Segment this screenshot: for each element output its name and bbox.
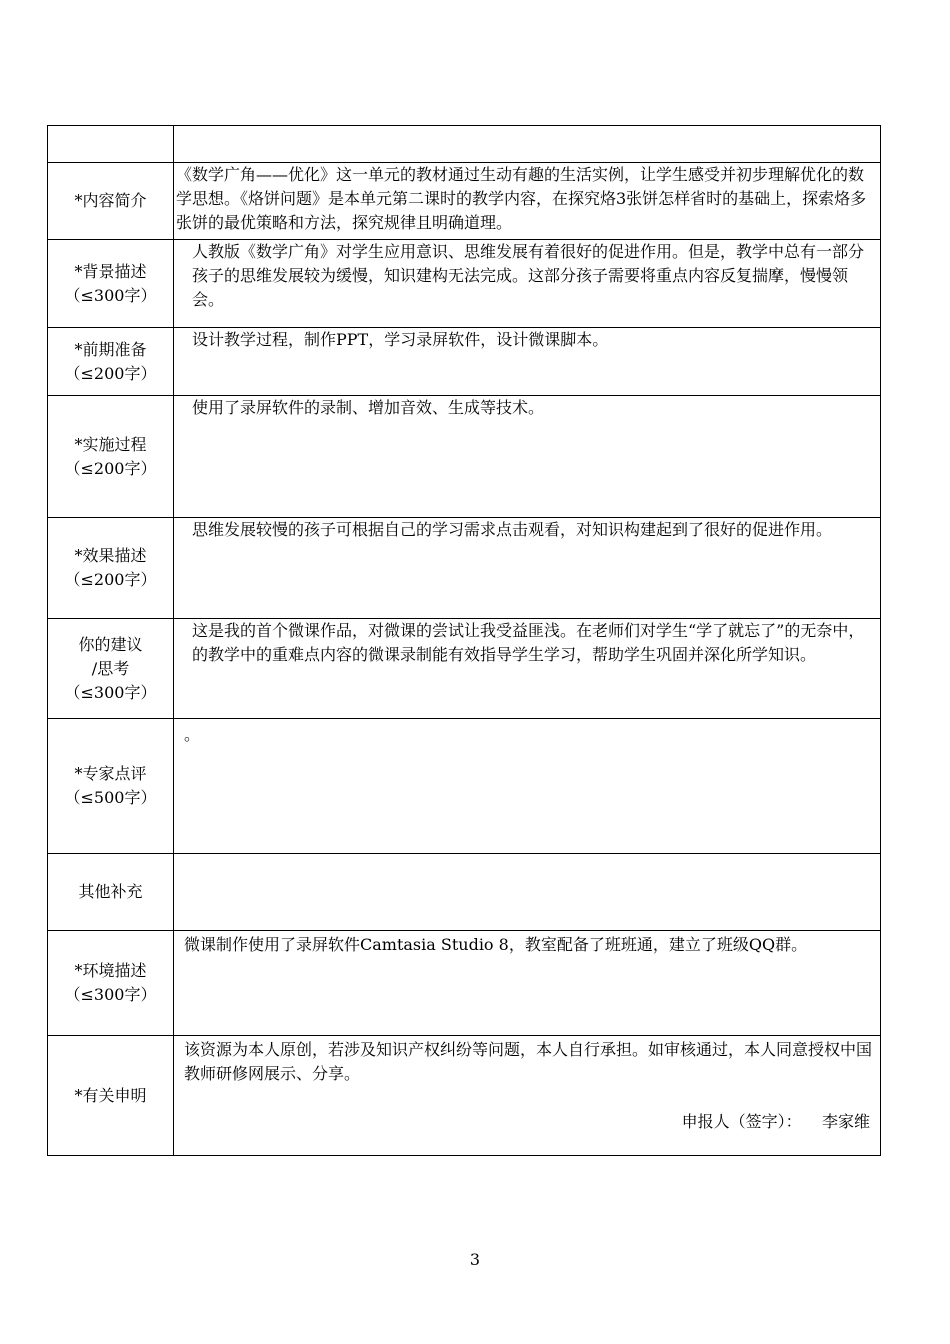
environment-text: 微课制作使用了录屏软件Camtasia Studio 8，教室配备了班班通，建立了班级QQ群。: [184, 935, 808, 954]
form-row-effect: [48, 518, 881, 619]
row-label-declaration: [48, 1036, 174, 1156]
intro-text: 《数学广角——优化》这一单元的教材通过生动有趣的生活实例，让学生感受并初步理解优化的数学思想。《烙饼问题》是本单元第二课时的教学内容，在探究烙3张饼怎样省时的基础上，探索烙多张饼的最优策略和方法，探究规律且明确道理。: [176, 165, 867, 232]
row-label-intro: [48, 163, 174, 240]
row-label-expert: [48, 719, 174, 854]
preparation-limit: （≤200字）: [64, 363, 157, 383]
declaration-label: *有关申明: [74, 1085, 147, 1105]
preparation-label: *前期准备: [74, 339, 147, 359]
effect-limit: （≤200字）: [64, 570, 157, 589]
effect-label: *效果描述: [74, 546, 147, 565]
row-content-declaration: [174, 1036, 881, 1156]
form-row-preparation: [48, 328, 881, 396]
row-label-background: [48, 240, 174, 328]
form-row-other: [48, 854, 881, 931]
application-form-table: [47, 125, 881, 1156]
form-row-environment: [48, 931, 881, 1036]
row-label-suggestion: [48, 619, 174, 719]
expert-text: 。: [184, 725, 201, 744]
row-content-preparation: [174, 328, 881, 396]
declaration-text: 该资源为本人原创，若涉及知识产权纠纷等问题，本人自行承担。如审核通过，本人同意授权中国教师研修网展示、分享。: [184, 1040, 873, 1083]
row-label-preparation: [48, 328, 174, 396]
row-label-blank: [48, 126, 174, 163]
page-number: 3: [469, 1250, 481, 1269]
row-content-other: [174, 854, 881, 931]
suggestion-label-line2: /思考: [91, 658, 130, 678]
expert-limit: （≤500字）: [64, 788, 157, 807]
row-label-effect: [48, 518, 174, 619]
form-row-intro: [48, 163, 881, 240]
row-content-environment: [174, 931, 881, 1036]
form-row-declaration: [48, 1036, 881, 1156]
signer-name: 李家维: [821, 1112, 870, 1131]
intro-label: *内容简介: [74, 191, 147, 210]
suggestion-label-line1: 你的建议: [78, 634, 143, 654]
signer-label: 申报人（签字）：: [681, 1112, 802, 1131]
background-limit: （≤300字）: [64, 285, 157, 305]
row-label-implementation: [48, 396, 174, 518]
environment-limit: （≤300字）: [64, 985, 157, 1004]
suggestion-limit: （≤300字）: [64, 682, 157, 702]
background-label: *背景描述: [74, 261, 147, 281]
form-row-expert: [48, 719, 881, 854]
form-row-implementation: [48, 396, 881, 518]
signature-line: [184, 1110, 872, 1134]
environment-label: *环境描述: [74, 961, 147, 980]
background-text: 人教版《数学广角》对学生应用意识、思维发展有着很好的促进作用。但是，教学中总有一部分孩子的思维发展较为缓慢，知识建构无法完成。这部分孩子需要将重点内容反复揣摩，慢慢领会。: [192, 242, 865, 309]
preparation-text: 设计教学过程，制作PPT，学习录屏软件，设计微课脚本。: [192, 330, 609, 349]
implementation-text: 使用了录屏软件的录制、增加音效、生成等技术。: [192, 398, 545, 417]
other-label: 其他补充: [78, 882, 143, 901]
row-label-environment: [48, 931, 174, 1036]
row-content-blank: [174, 126, 881, 163]
expert-label: *专家点评: [74, 764, 147, 783]
row-content-expert: [174, 719, 881, 854]
row-content-suggestion: [174, 619, 881, 719]
form-row-background: [48, 240, 881, 328]
effect-text: 思维发展较慢的孩子可根据自己的学习需求点击观看，对知识构建起到了很好的促进作用。: [192, 520, 833, 539]
form-row-blank: [48, 126, 881, 163]
suggestion-text: 这是我的首个微课作品，对微课的尝试让我受益匪浅。在老师们对学生“学了就忘了”的无奈中，的教学中的重难点内容的微课录制能有效指导学生学习，帮助学生巩固并深化所学知识。: [192, 621, 865, 664]
row-content-effect: [174, 518, 881, 619]
row-label-other: [48, 854, 174, 931]
implementation-limit: （≤200字）: [64, 458, 157, 478]
row-content-intro: [174, 163, 881, 240]
form-row-suggestion: [48, 619, 881, 719]
row-content-implementation: [174, 396, 881, 518]
row-content-background: [174, 240, 881, 328]
implementation-label: *实施过程: [74, 434, 147, 454]
